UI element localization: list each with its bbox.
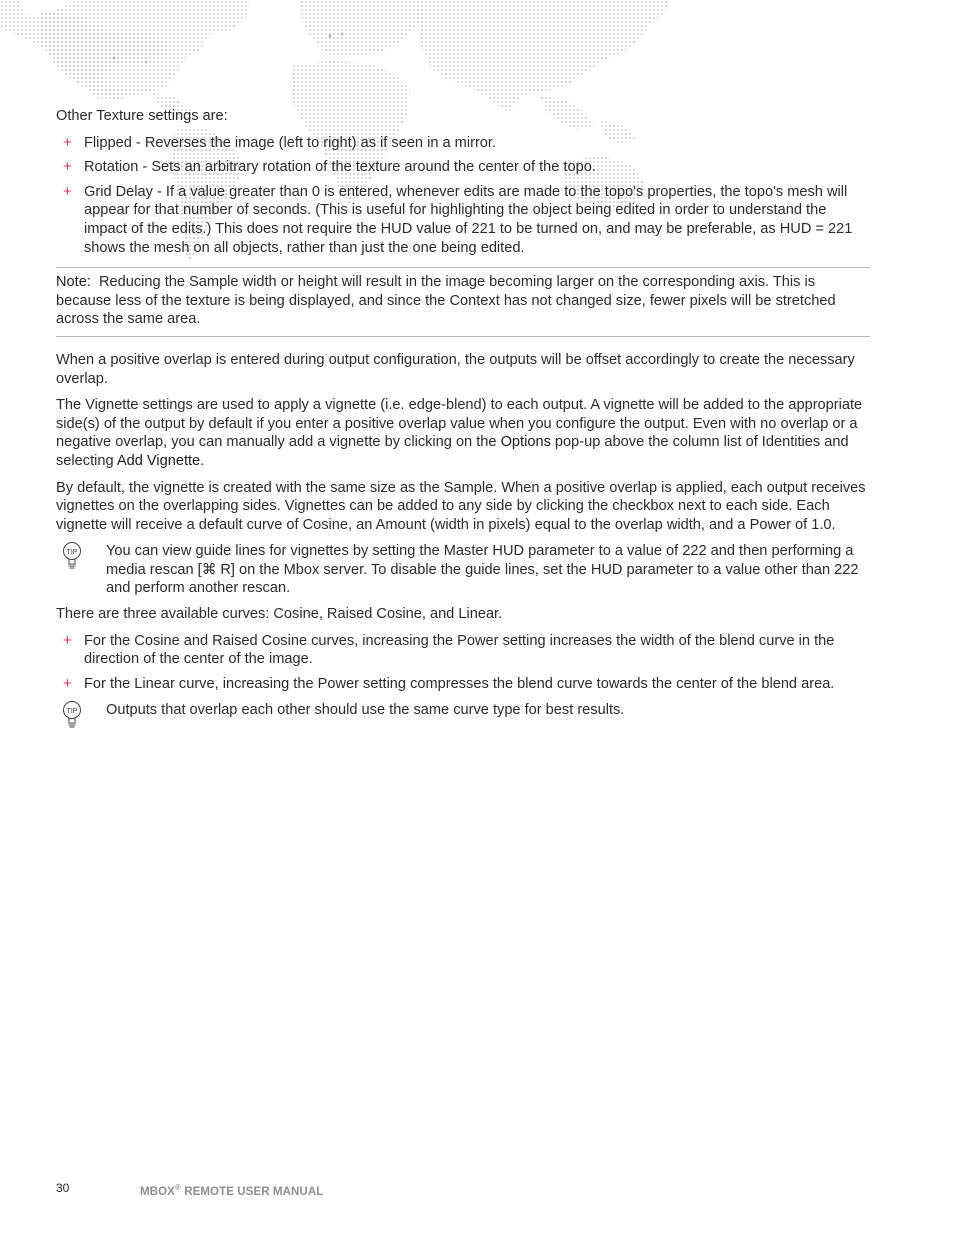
svg-text:TIP: TIP — [66, 549, 78, 557]
page-footer — [56, 1179, 324, 1198]
list-item: + Grid Delay - If a value greater than 0 is entered, whenever edits are made to the topo's properties, the topo's mesh will appear for that number of seconds. (This is useful for highlighting the object being edited in order to understand the impact of the edits.) This does not require the HUD value of 221 to be turned on, and may be preferable, as HUD = 221 shows the mesh on all objects, rather than just the one being edited. — [63, 182, 853, 256]
page-number: 30 — [56, 1181, 70, 1195]
tip-text: Outputs that overlap each other should use the same curve type for best results. — [106, 702, 625, 719]
note-label: Note: — [56, 274, 91, 291]
bullet-plus-icon: + — [63, 674, 72, 692]
tip-text: You can view guide lines for vignettes by setting the Master HUD parameter to a value of 222 and then performing a media rescan [⌘ R] on the Mbox server. To disable the guide lines, set the HUD parameter to a value other than 222 and perform another rescan. — [106, 543, 859, 597]
tip-lightbulb-icon — [60, 700, 84, 730]
note-box — [56, 267, 870, 337]
overlap-paragraph: When a positive overlap is entered during output configuration, the outputs will be offset accordingly to create the necessary overlap. — [56, 351, 855, 387]
bullet-plus-icon: + — [63, 133, 72, 151]
curves-intro: There are three available curves: Cosine, Raised Cosine, and Linear. — [56, 606, 503, 623]
bullet-plus-icon: + — [63, 182, 72, 200]
vignette-paragraph: The Vignette settings are used to apply a vignette (i.e. edge-blend) to each output. A vignette will be added to the appropriate side(s) of the output by default if you enter a positive overlap value when you configure the output. Even with no overlap or a negative overlap, you can manually add a vignette by clicking on the Options pop-up above the column list of Identities and selecting Add Vignette. — [56, 397, 863, 469]
default-vignette-paragraph: By default, the vignette is created with the same size as the Sample. When a positive overlap is applied, each output receives vignettes on the overlapping sides. Vignettes can be added to any side by clicking the checkbox next to each side. Each vignette will receive a default curve of Cosine, an Amount (width in pixels) equal to the overlap width, and a Power of 1.0. — [56, 479, 866, 533]
bullet-plus-icon: + — [63, 158, 72, 176]
texture-intro: Other Texture settings are: — [56, 108, 228, 124]
list-item: + Flipped - Reverses the image (left to right) as if seen in a mirror. — [63, 133, 497, 151]
curves-list — [56, 632, 870, 694]
bullet-plus-icon: + — [63, 631, 72, 649]
note-text: Reducing the Sample width or height will result in the image becoming larger on the corresponding axis. This is because less of the texture is being displayed, and since the Context has not changed size, fewer pixels will be stretched across the same area. — [56, 274, 836, 328]
add-vignette-ui-term: Add Vignette — [116, 452, 201, 469]
texture-settings-list — [56, 134, 870, 258]
page-content — [56, 107, 870, 727]
list-item: + For the Cosine and Raised Cosine curves, increasing the Power setting increases the width of the blend curve in the direction of the center of the image. — [63, 631, 835, 668]
tip-guide-lines — [56, 542, 870, 598]
tip-lightbulb-icon — [60, 541, 84, 571]
list-item: + For the Linear curve, increasing the Power setting compresses the blend curve towards the center of the blend area. — [63, 674, 835, 692]
svg-text:TIP: TIP — [66, 708, 78, 716]
manual-title: MBOX® REMOTE USER MANUAL — [140, 1183, 324, 1198]
tip-curve-type — [56, 701, 870, 720]
options-ui-term: Options — [500, 434, 551, 451]
list-item: + Rotation - Sets an arbitrary rotation of the texture around the center of the topo. — [63, 158, 596, 176]
